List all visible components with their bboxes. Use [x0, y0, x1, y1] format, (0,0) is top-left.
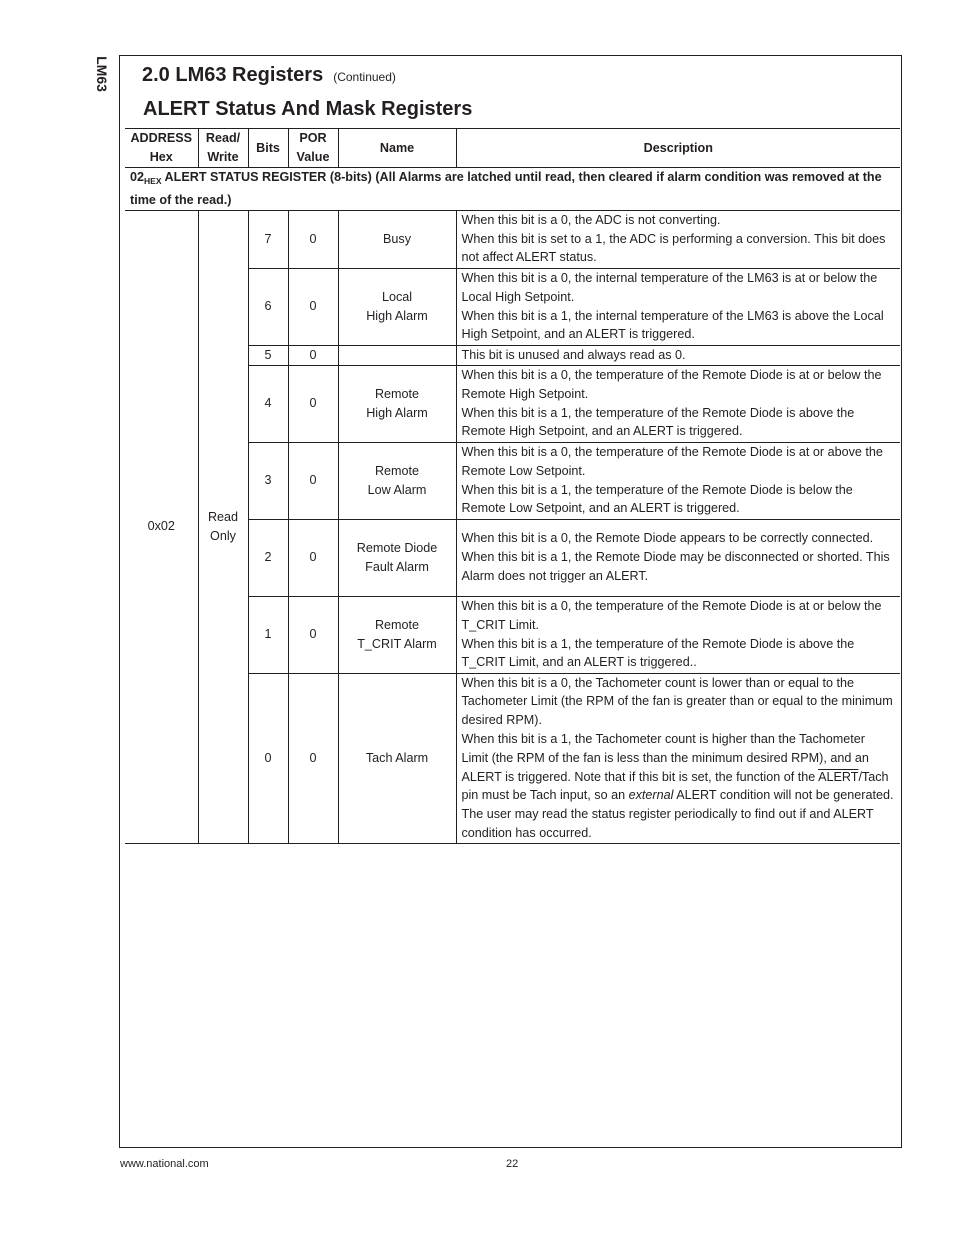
side-part-label-text: LM63	[94, 56, 110, 92]
desc-text: When this bit is a 0, the temperature of the Remote Diode is at or below the T_CRIT Limit. When this bit is a 1, the temperature of the Remote Diode is above the T_CRIT Limit, and an ALERT is triggered..	[461, 599, 882, 670]
desc-text: When this bit is a 0, the temperature of the Remote Diode is at or below the Remote High Setpoint. When this bit is a 1, the temperature of the Remote Diode is above the Remote High Setpoint, and an ALERT is triggered.	[461, 368, 882, 439]
name-cell: Busy	[338, 210, 456, 268]
name-cell: Tach Alarm	[338, 673, 456, 843]
header-bits: Bits	[248, 129, 288, 168]
description-cell: When this bit is a 0, the Tachometer count is lower than or equal to the Tachometer Limit (the RPM of the fan is greater than or equal to the minimum desired RPM). When this bit is a 1, the Tachometer count is higher than the Tachometer Limit (the RPM of the fan is less than the minimum desired RPM), and an ALERT is triggered. Note that if this bit is set, the function of the ALERT/Tach pin must be Tach input, so an external ALERT condition will not be generated. The user may read the status register periodically to find out if and ALERT condition has occurred.	[456, 673, 900, 843]
section-title	[142, 64, 396, 87]
description-cell	[456, 519, 900, 596]
name-cell: Remote Diode Fault Alarm	[338, 519, 456, 596]
desc-text: When this bit is a 0, the Remote Diode appears to be correctly connected. When this bit is a 1, the Remote Diode may be disconnected or shorted. This Alarm does not trigger an ALERT.	[461, 531, 890, 583]
name-cell: Remote Low Alarm	[338, 442, 456, 519]
register-banner: $02_{HEX}$ ALERT STATUS REGISTER (8-bits) (All Alarms are latched until read, then cleared if alarm condition was removed at the time of the read.)	[125, 168, 900, 211]
bit-cell: 0	[248, 673, 288, 843]
por-cell: 0	[288, 268, 338, 345]
por-cell: 0	[288, 596, 338, 673]
name-cell: Remote High Alarm	[338, 365, 456, 442]
alert-overline-text: ALERT	[818, 769, 859, 784]
table-header-row	[125, 129, 900, 168]
description-cell	[456, 268, 900, 345]
continued-label: (Continued)	[333, 70, 396, 84]
address-cell: 0x02	[125, 210, 198, 843]
desc-text: This bit is unused and always read as 0.	[461, 347, 686, 362]
por-cell: 0	[288, 345, 338, 365]
por-cell: 0	[288, 519, 338, 596]
description-cell	[456, 442, 900, 519]
por-cell: 0	[288, 210, 338, 268]
bit-cell: 1	[248, 596, 288, 673]
footer-website: www.national.com	[120, 1158, 209, 1170]
name-cell: Remote T_CRIT Alarm	[338, 596, 456, 673]
name-cell	[338, 345, 456, 365]
por-cell: 0	[288, 365, 338, 442]
header-description: Description	[456, 129, 900, 168]
description-cell	[456, 345, 900, 365]
header-address: ADDRESS Hex	[125, 129, 198, 168]
bit-cell: 6	[248, 268, 288, 345]
bit-cell: 3	[248, 442, 288, 519]
bit-cell: 4	[248, 365, 288, 442]
register-banner-row	[125, 168, 900, 211]
desc-text: When this bit is a 0, the internal temperature of the LM63 is at or below the Local High Setpoint. When this bit is a 1, the internal temperature of the LM63 is above the Local High Setpoint, and an ALERT is triggered.	[461, 271, 884, 342]
por-cell: 0	[288, 673, 338, 843]
description-cell	[456, 596, 900, 673]
description-cell	[456, 210, 900, 268]
bit-cell: 2	[248, 519, 288, 596]
header-por-value: POR Value	[288, 129, 338, 168]
section-title-text: 2.0 LM63 Registers	[142, 64, 324, 86]
alert-status-register-table	[125, 128, 900, 844]
name-cell: Local High Alarm	[338, 268, 456, 345]
bit-cell: 5	[248, 345, 288, 365]
bit-cell: 7	[248, 210, 288, 268]
desc-text: When this bit is a 0, the ADC is not converting. When this bit is set to a 1, the ADC is performing a conversion. This bit does not affect ALERT status.	[461, 212, 886, 265]
desc-text: When this bit is a 0, the Tachometer count is lower than or equal to the Tachometer Limit (the RPM of the fan is greater than or equal to the minimum desired RPM).	[461, 675, 893, 728]
external-italic-text: external	[628, 788, 674, 803]
read-write-cell: Read Only	[198, 210, 248, 843]
header-name: Name	[338, 129, 456, 168]
desc-text: When this bit is a 0, the temperature of the Remote Diode is at or above the Remote Low Setpoint. When this bit is a 1, the temperature of the Remote Diode is below the Remote Low Setpoint, and an ALERT is triggered.	[461, 445, 883, 516]
description-cell	[456, 365, 900, 442]
section-subtitle: ALERT Status And Mask Registers	[143, 98, 473, 120]
side-part-label	[91, 52, 113, 96]
table-row	[125, 210, 900, 268]
page-number: 22	[506, 1158, 519, 1170]
header-read-write: Read/ Write	[198, 129, 248, 168]
por-cell: 0	[288, 442, 338, 519]
